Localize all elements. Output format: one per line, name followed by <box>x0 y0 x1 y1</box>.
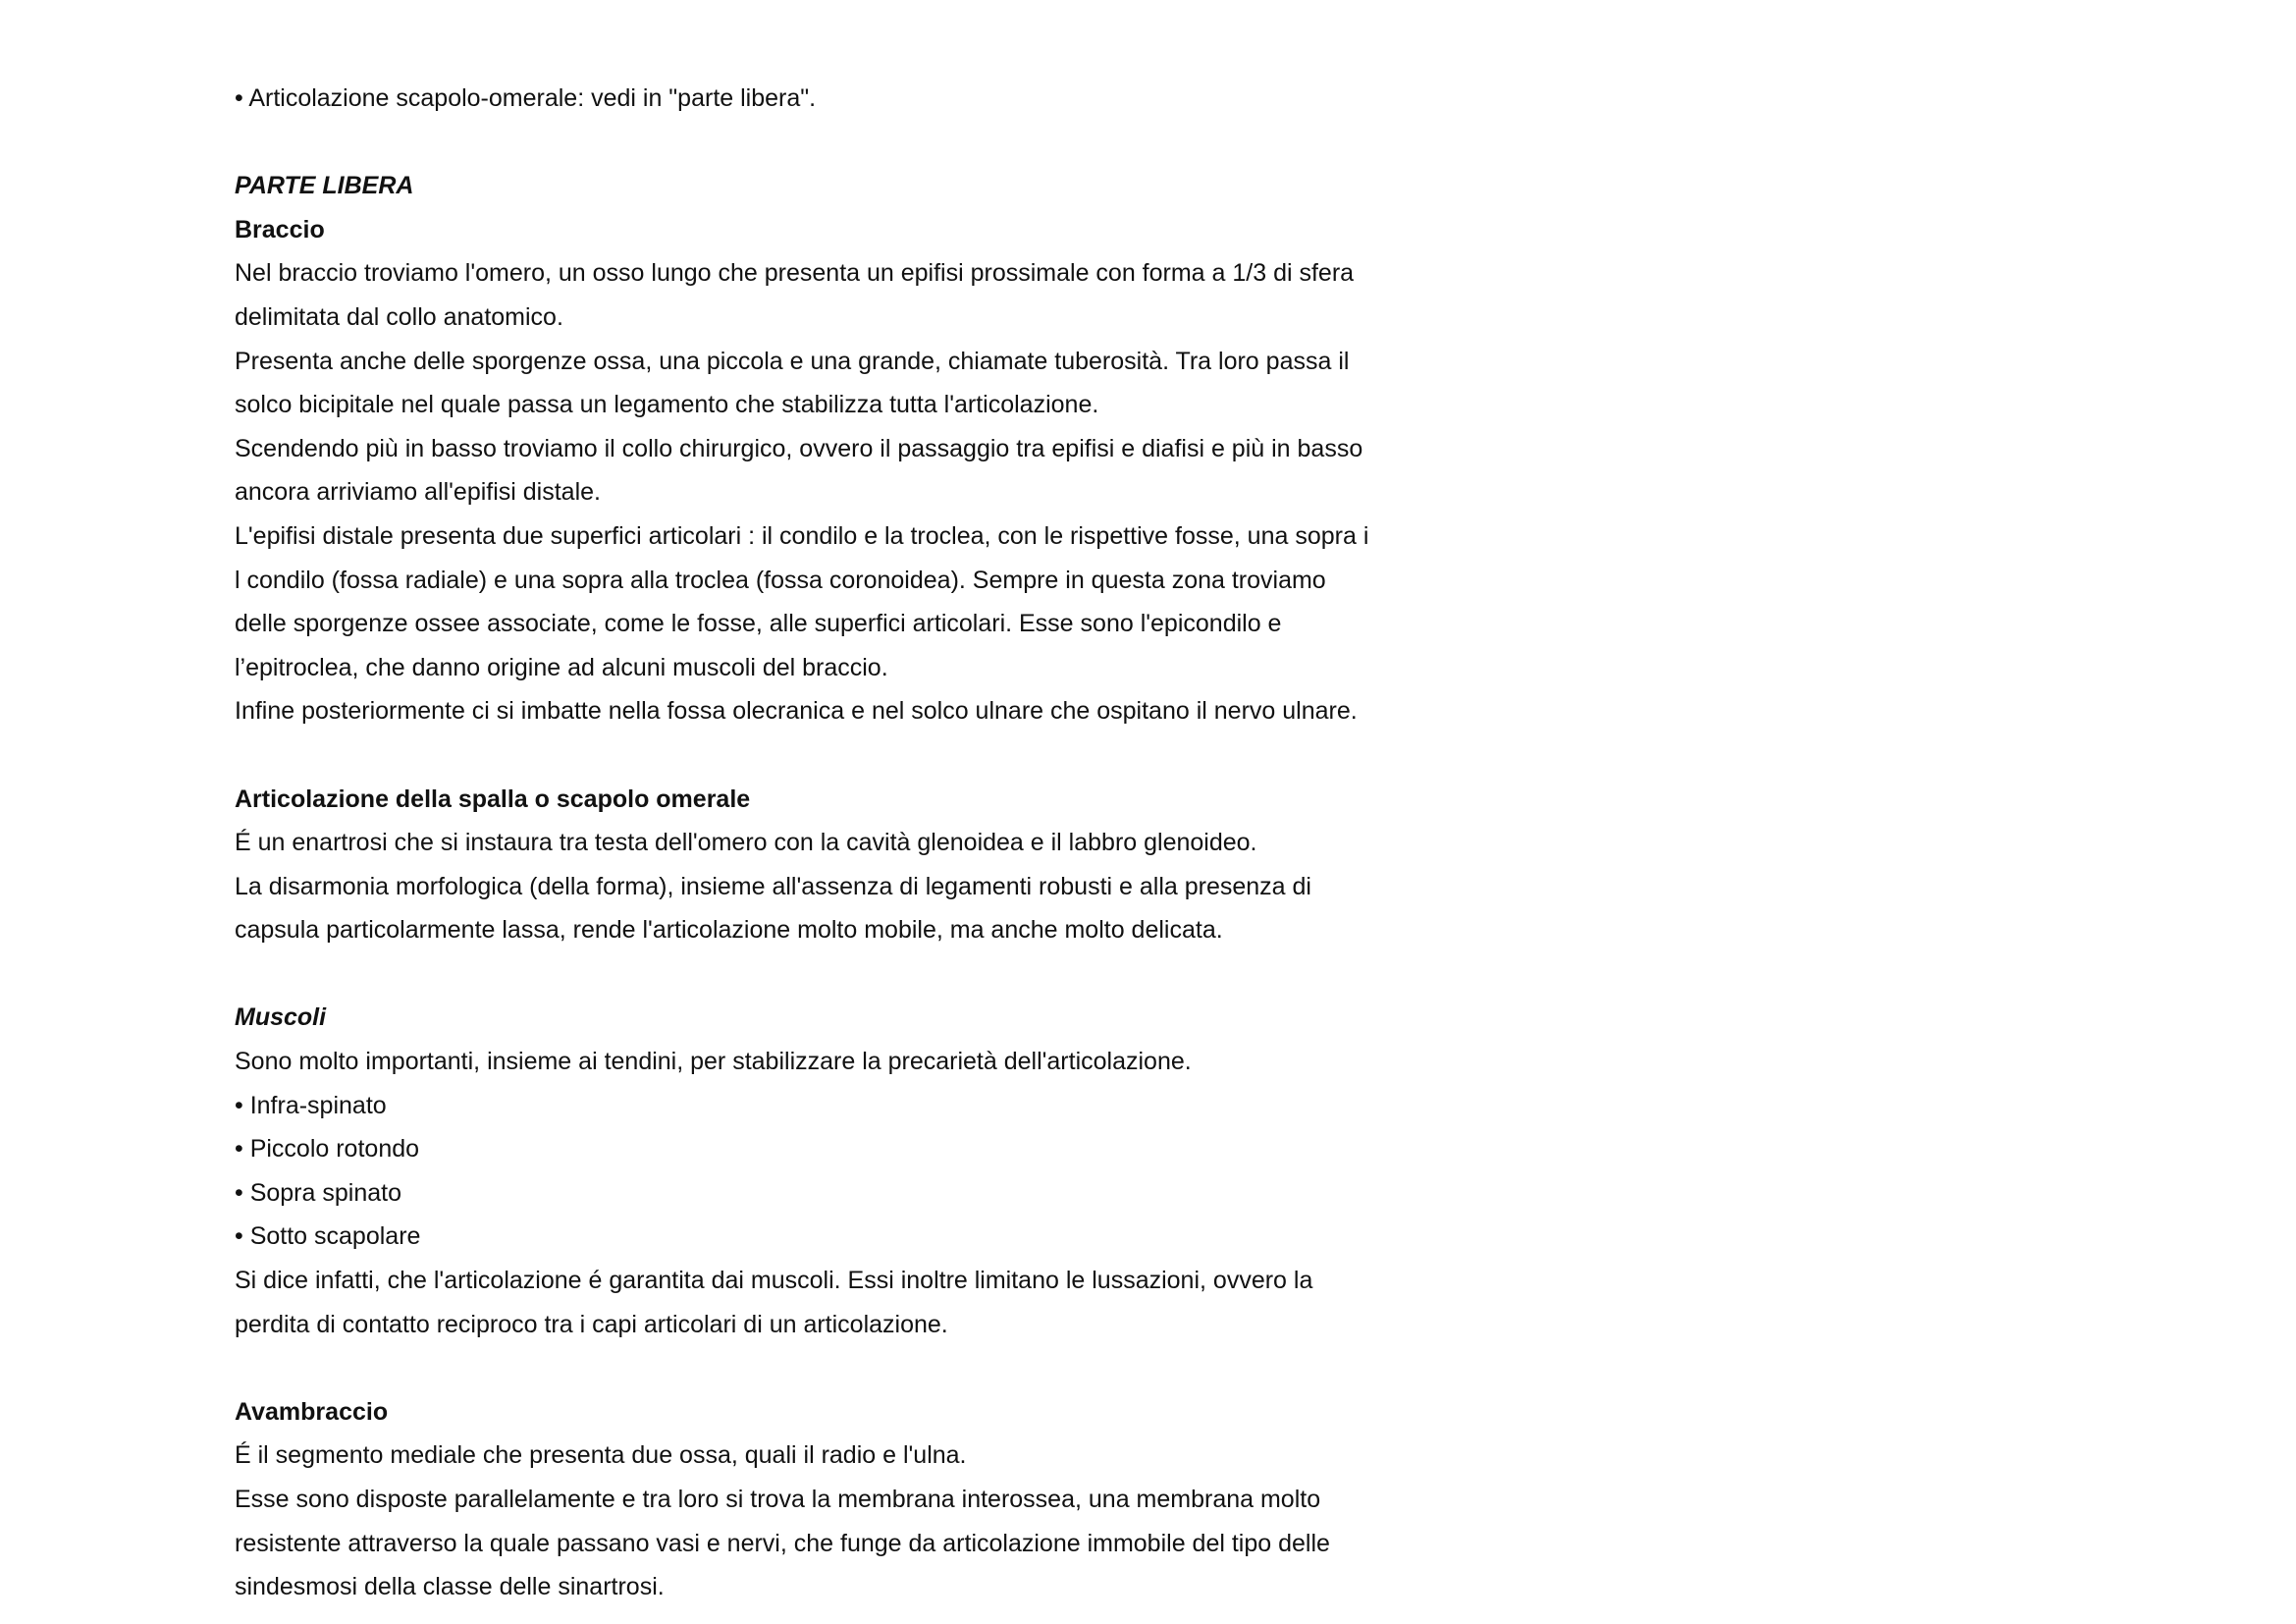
braccio-line-4: solco bicipitale nel quale passa un legamento che stabilizza tutta l'articolazione. <box>235 391 1099 419</box>
braccio-line-10: l’epitroclea, che danno origine ad alcuni muscoli del braccio. <box>235 653 888 681</box>
muscoli-item: • Sopra spinato <box>235 1178 401 1207</box>
section-title: PARTE LIBERA <box>235 172 414 200</box>
braccio-line-7: L'epifisi distale presenta due superfici articolari : il condilo e la troclea, con le rispettive fosse, una sopra i <box>235 521 1369 550</box>
braccio-line-8: l condilo (fossa radiale) e una sopra alla troclea (fossa coronoidea). Sempre in questa zona troviamo <box>235 566 1326 594</box>
spalla-heading: Articolazione della spalla o scapolo omerale <box>235 785 751 813</box>
braccio-line-1: Nel braccio troviamo l'omero, un osso lungo che presenta un epifisi prossimale con forma a 1/3 di sfera <box>235 259 1355 288</box>
intro-bullet: • Articolazione scapolo-omerale: vedi in "parte libera". <box>235 84 817 112</box>
spalla-line-3: capsula particolarmente lassa, rende l'articolazione molto mobile, ma anche molto delicata. <box>235 916 1223 945</box>
muscoli-outro-1: Si dice infatti, che l'articolazione é garantita dai muscoli. Essi inoltre limitano le lussazioni, ovvero la <box>235 1267 1313 1295</box>
blank-line <box>235 121 1471 165</box>
muscoli-item: • Sotto scapolare <box>235 1222 421 1251</box>
braccio-heading: Braccio <box>235 215 325 244</box>
muscoli-heading: Muscoli <box>235 1003 327 1032</box>
avambraccio-line-1: É il segmento mediale che presenta due ossa, quali il radio e l'ulna. <box>235 1441 967 1470</box>
muscoli-outro-2: perdita di contatto reciproco tra i capi articolari di un articolazione. <box>235 1310 948 1338</box>
braccio-line-6: ancora arriviamo all'epifisi distale. <box>235 478 601 507</box>
blank-line <box>235 952 1471 997</box>
muscoli-item: • Piccolo rotondo <box>235 1135 420 1164</box>
muscoli-item: • Infra-spinato <box>235 1091 387 1119</box>
avambraccio-line-2: Esse sono disposte parallelamente e tra loro si trova la membrana interossea, una membrana molto <box>235 1486 1321 1513</box>
muscoli-intro: Sono molto importanti, insieme ai tendini, per stabilizzare la precarietà dell'articolazione. <box>235 1048 1192 1076</box>
spalla-line-2: La disarmonia morfologica (della forma), insieme all'assenza di legamenti robusti e alla presenza di <box>235 872 1311 900</box>
braccio-line-3: Presenta anche delle sporgenze ossa, una piccola e una grande, chiamate tuberosità. Tra loro passa il <box>235 347 1350 375</box>
avambraccio-line-3: resistente attraverso la quale passano vasi e nervi, che funge da articolazione immobile del tipo delle <box>235 1529 1330 1557</box>
braccio-line-11: Infine posteriormente ci si imbatte nella fossa olecranica e nel solco ulnare che ospitano il nervo ulnare. <box>235 697 1358 726</box>
braccio-line-2: delimitata dal collo anatomico. <box>235 302 563 331</box>
avambraccio-heading: Avambraccio <box>235 1397 389 1426</box>
braccio-line-9: delle sporgenze ossee associate, come le fosse, alle superfici articolari. Esse sono l'epicondilo e <box>235 610 1282 638</box>
spalla-line-1: É un enartrosi che si instaura tra testa dell'omero con la cavità glenoidea e il labbro glenoideo. <box>235 829 1257 857</box>
avambraccio-line-4: sindesmosi della classe delle sinartrosi. <box>235 1573 665 1601</box>
document-page <box>235 77 1471 1609</box>
braccio-line-5: Scendendo più in basso troviamo il collo chirurgico, ovvero il passaggio tra epifisi e diafisi e più in basso <box>235 434 1363 462</box>
blank-line <box>235 733 1471 778</box>
blank-line <box>235 1346 1471 1390</box>
